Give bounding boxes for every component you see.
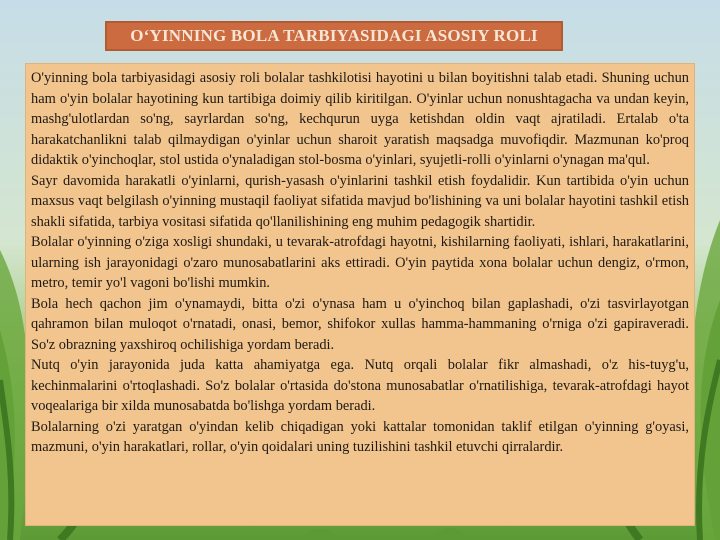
page-title: O‘YINNING BOLA TARBIYASIDAGI ASOSIY ROLI <box>130 26 538 45</box>
content-panel <box>25 63 695 526</box>
paragraph-4: Bola hech qachon jim o'ynamaydi, bitta o'zi o'ynasa ham u o'yinchoq bilan gaplashadi, o'zi tasvirlayotgan qahramon bilan muloqot o'rnatadi, onasi, bemor, shifokor xullas hamma-hammaning o'rniga o'zi gapiraveradi. So'z obrazning yaxshiroq ochilishiga yordam beradi. <box>31 295 689 353</box>
title-banner <box>105 21 563 51</box>
paragraph-5: Nutq o'yin jarayonida juda katta ahamiyatga ega. Nutq orqali bolalar fikr almashadi, o'z his-tuyg'u, kechinmalarini o'rtoqlashadi. So'z bolalar o'rtasida do'stona munosabatlar o'rnatilishiga, tevarak-atrofdagi hayot voqealariga bir xilda munosabatda bo'lishga yordam beradi. <box>31 357 689 414</box>
paragraph-2: Sayr davomida harakatli o'yinlarni, qurish-yasash o'yinlarini tashkil etish foydalidir. Kun tartibida o'yin uchun maxsus vaqt belgilash o'yinning mustaqil faoliyat sifatida mavjud bo'lishining va uni bolalar hayotini tashkil etish shakli sifatida, tarbiya vositasi sifatida qo'llanilishining eng muhim pedagogik shartidir. <box>31 172 689 230</box>
paragraph-1: O'yinning bola tarbiyasidagi asosiy roli bolalar tashkilotisi hayotini u bilan boyitishni talab etadi. Shuning uchun ham o'yin bolalar hayotining kun tartibiga doimiy qilib kiritilgan. O'yinlar uchun nonushtagacha va undan keyin, mashg'ulotlardan so'ng, sayrlardan so'ng, kechqurun uyga ketishdan oldin vaqt ajratiladi. Ertalab o'ta harakatchanlikni talab qilmaydigan o'yinlar uchun sharoit yaratish maqsadga muvofiqdir. Mazmunan ko'proq didaktik o'yinchoqlar, stol ustida o'ynaladigan stol-bosma o'yinlari, syujetli-rolli o'yinlarni o'ynagan ma'qul. <box>31 70 689 168</box>
paragraph-3: Bolalar o'yinning o'ziga xosligi shundaki, u tevarak-atrofdagi hayotni, kishilarning faoliyati, ishlari, harakatlarini, ularning ish jarayonidagi o'zaro munosabatlarini aks ettiradi. O'yin paytida xona bolalar uchun dengiz, o'rmon, metro, temir yo'l vagoni bo'lishi mumkin. <box>31 234 689 291</box>
paragraph-6: Bolalarning o'zi yaratgan o'yindan kelib chiqadigan yoki kattalar tomonidan taklif etilgan o'yinning g'oyasi, mazmuni, o'yin harakatlari, rollar, o'yin qoidalari uning tuzilishini tashkil etuvchi qirralardir. <box>31 418 689 455</box>
